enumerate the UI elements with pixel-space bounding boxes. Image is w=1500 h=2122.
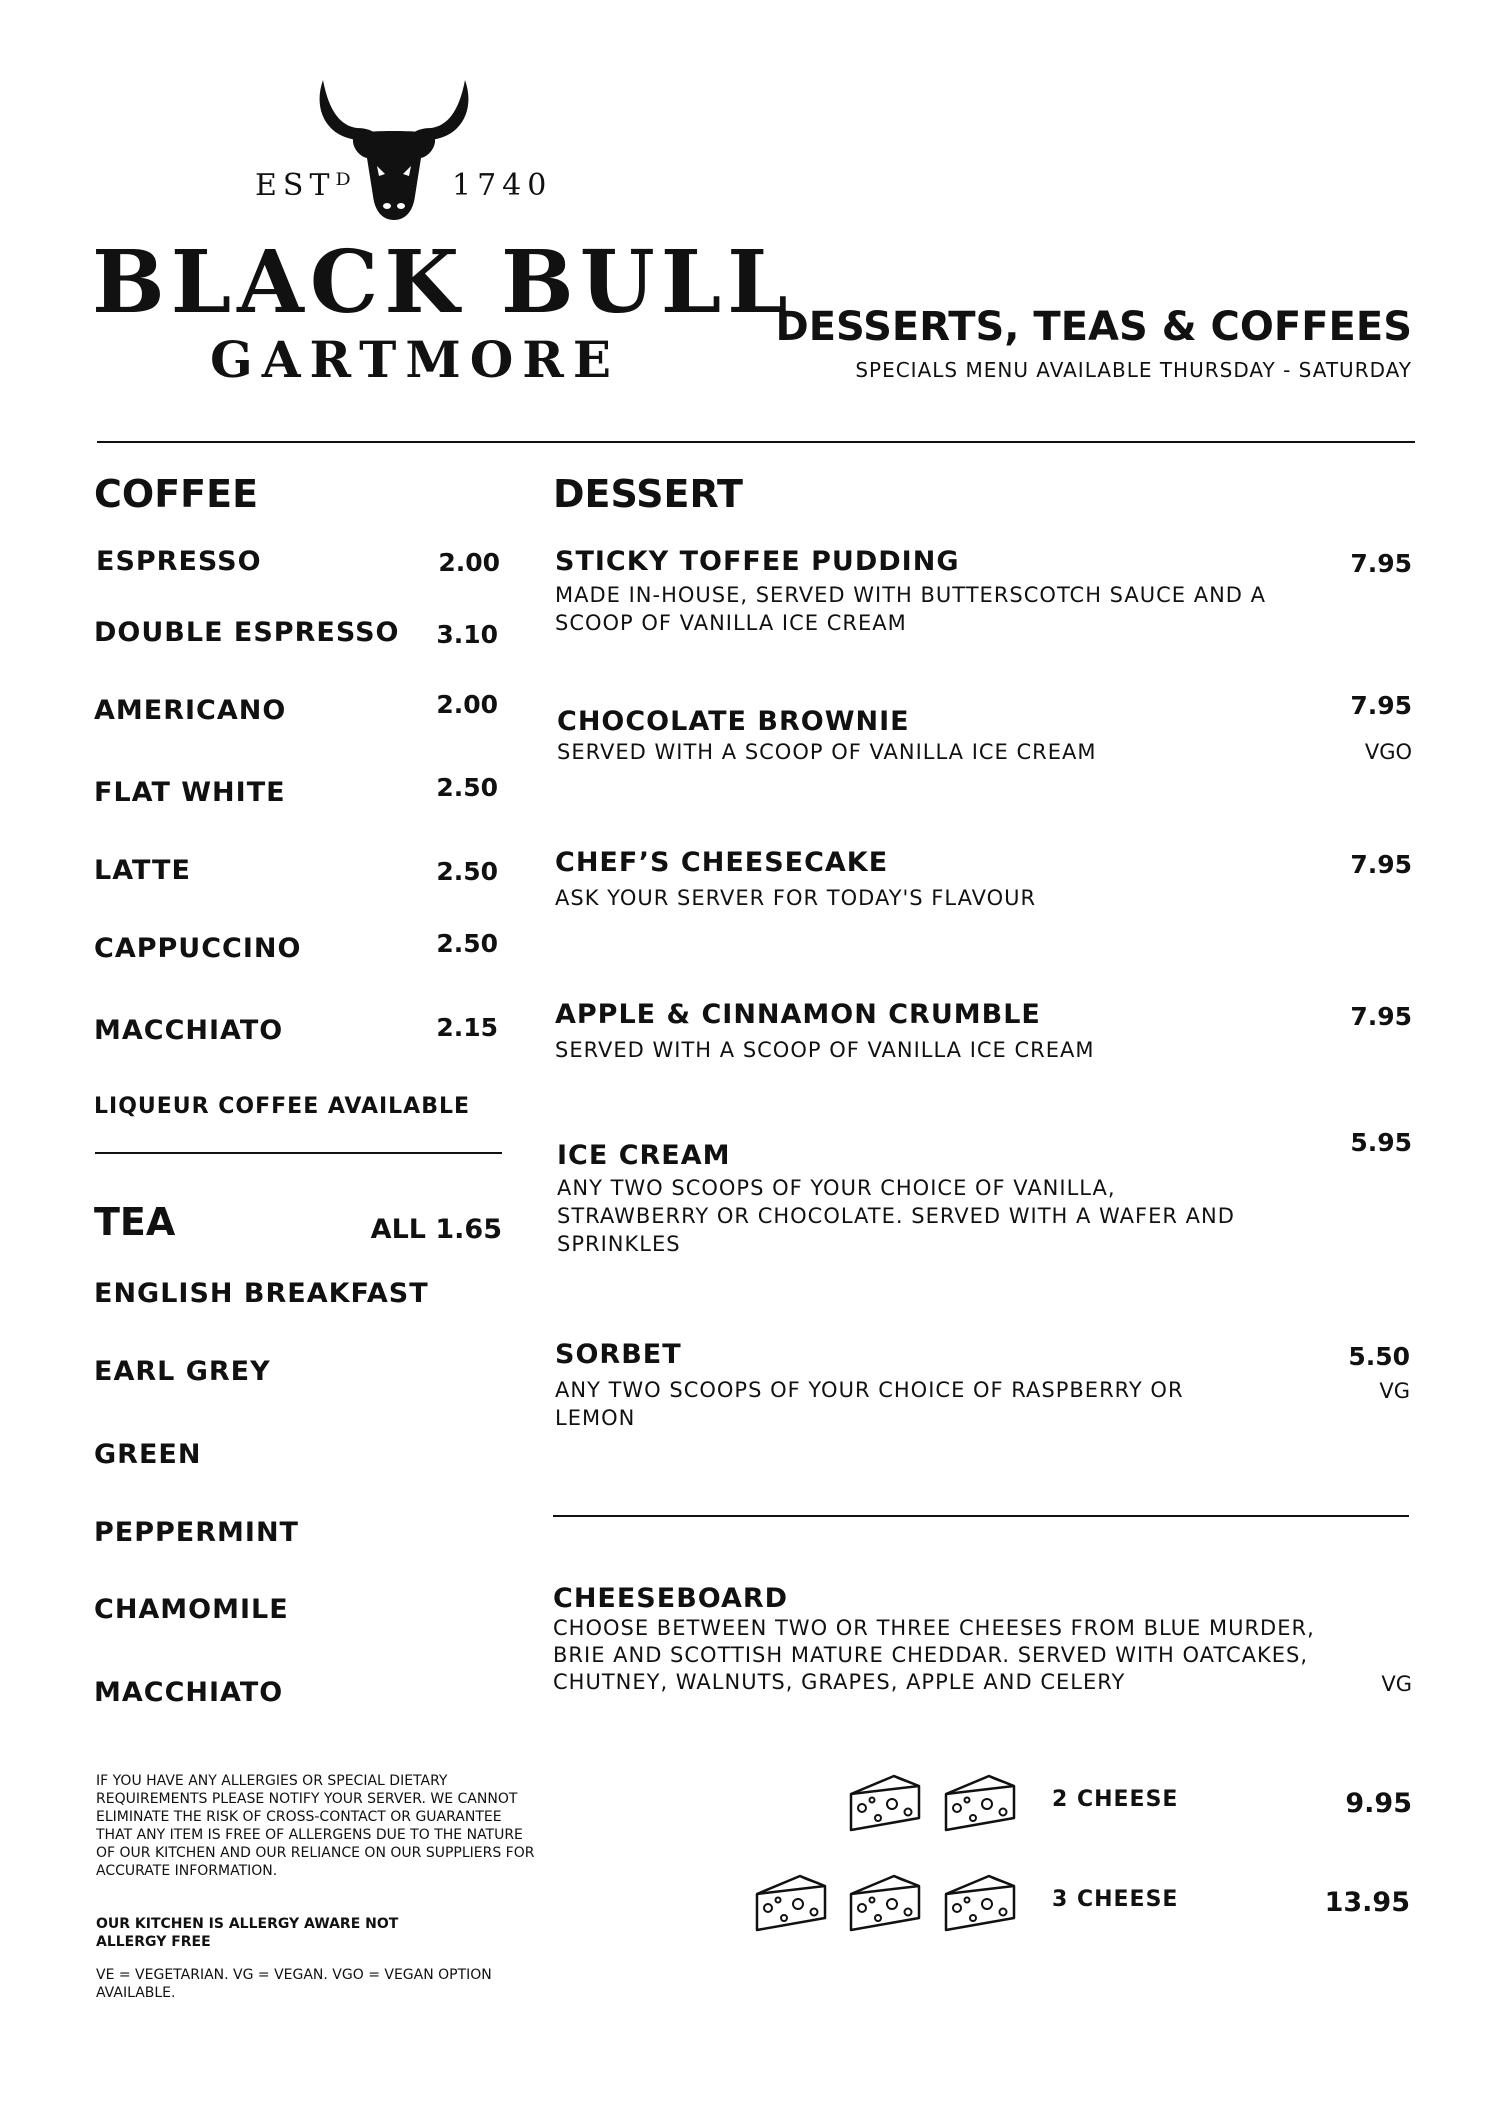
dessert-item-price: 7.95 (1350, 850, 1412, 879)
coffee-item-price: 2.50 (436, 773, 498, 802)
dessert-item-name: CHEF’S CHEESECAKE (555, 847, 889, 878)
cheese-option-label: 2 CHEESE (1052, 1787, 1179, 1812)
dessert-item-name: APPLE & CINNAMON CRUMBLE (555, 999, 1041, 1030)
header-divider (97, 441, 1415, 443)
dessert-item-description: ASK YOUR SERVER FOR TODAY'S FLAVOUR (555, 886, 1037, 910)
cheese-wedge-icon (754, 1872, 828, 1934)
cheeseboard-description: CHOOSE BETWEEN TWO OR THREE CHEESES FROM BLUE MURDER, BRIE AND SCOTTISH MATURE CHEDDAR. SERVED WITH OATCAKES, CHUTNEY, WALNUTS, GRAPES, APPLE AND CELERY (553, 1616, 1315, 1694)
dessert-item-description: ANY TWO SCOOPS OF YOUR CHOICE OF RASPBERRY OR LEMON (555, 1378, 1184, 1430)
coffee-item-price: 2.50 (436, 857, 498, 886)
established-year: 1740 (452, 168, 553, 203)
coffee-item-price: 3.10 (436, 620, 498, 649)
dessert-item-description: SERVED WITH A SCOOP OF VANILLA ICE CREAM (555, 1038, 1095, 1062)
tea-price: ALL 1.65 (370, 1214, 502, 1245)
coffee-item-name: FLAT WHITE (94, 777, 286, 808)
dietary-tag: VG (1379, 1379, 1410, 1403)
cheese-option-price: 13.95 (1324, 1887, 1410, 1918)
dessert-item-price: 5.95 (1350, 1128, 1412, 1157)
coffee-item-name: LATTE (94, 855, 191, 886)
liqueur-coffee-note: LIQUEUR COFFEE AVAILABLE (94, 1094, 471, 1119)
cheese-wedge-icon (943, 1772, 1017, 1834)
allergy-aware-notice: OUR KITCHEN IS ALLERGY AWARE NOT ALLERGY FREE (96, 1916, 399, 1950)
coffee-item-price: 2.00 (438, 548, 500, 577)
dessert-item-description: SERVED WITH A SCOOP OF VANILLA ICE CREAM (557, 740, 1097, 764)
tea-section-title: TEA (94, 1200, 176, 1244)
tea-item-name: GREEN (94, 1439, 202, 1470)
cheese-option-label: 3 CHEESE (1052, 1887, 1179, 1912)
dietary-tag: VG (1381, 1672, 1412, 1696)
tea-item-name: CHAMOMILE (94, 1594, 289, 1625)
dessert-item-name: CHOCOLATE BROWNIE (557, 706, 910, 737)
coffee-item-name: MACCHIATO (94, 1015, 284, 1046)
coffee-item-name: DOUBLE ESPRESSO (94, 617, 400, 648)
dessert-item-name: STICKY TOFFEE PUDDING (555, 546, 960, 577)
dessert-item-price: 7.95 (1350, 1002, 1412, 1031)
brand-name: BLACK BULL (92, 232, 794, 333)
cheese-wedge-icon (848, 1872, 922, 1934)
dessert-item-name: ICE CREAM (557, 1140, 731, 1171)
menu-title: DESSERTS, TEAS & COFFEES (775, 304, 1412, 350)
tea-item-name: MACCHIATO (94, 1677, 284, 1708)
cheese-option-price: 9.95 (1345, 1788, 1412, 1819)
coffee-item-price: 2.00 (436, 690, 498, 719)
tea-item-name: ENGLISH BREAKFAST (94, 1278, 429, 1309)
coffee-tea-divider (95, 1152, 502, 1154)
dietary-tag: VGO (1364, 740, 1412, 764)
tea-item-name: EARL GREY (94, 1356, 271, 1387)
coffee-item-price: 2.15 (436, 1013, 498, 1042)
allergy-notice: IF YOU HAVE ANY ALLERGIES OR SPECIAL DIETARY REQUIREMENTS PLEASE NOTIFY YOUR SERVER. WE CANNOT ELIMINATE THE RISK OF CROSS-CONTACT OR GUARANTEE THAT ANY ITEM IS FREE OF ALLERGENS DUE TO THE NATURE OF OUR KITCHEN AND OUR RELIANCE ON OUR SUPPLIERS FOR ACCURATE INFORMATION. (96, 1773, 535, 1879)
established-label: ESTᴰ (255, 168, 357, 203)
tea-item-name: PEPPERMINT (94, 1517, 299, 1548)
dessert-item-description: MADE IN-HOUSE, SERVED WITH BUTTERSCOTCH SAUCE AND A SCOOP OF VANILLA ICE CREAM (555, 583, 1267, 635)
dessert-cheese-divider (553, 1515, 1409, 1517)
dessert-item-description: ANY TWO SCOOPS OF YOUR CHOICE OF VANILLA, STRAWBERRY OR CHOCOLATE. SERVED WITH A WAFER AND SPRINKLES (557, 1176, 1235, 1256)
brand-location: GARTMORE (210, 330, 620, 389)
coffee-item-name: ESPRESSO (96, 546, 262, 577)
dessert-item-price: 7.95 (1350, 549, 1412, 578)
dessert-item-price: 5.50 (1348, 1342, 1410, 1371)
menu-subtitle: SPECIALS MENU AVAILABLE THURSDAY - SATURDAY (855, 358, 1412, 382)
coffee-item-name: AMERICANO (94, 695, 287, 726)
dessert-item-price: 7.95 (1350, 691, 1412, 720)
cheeseboard-title: CHEESEBOARD (553, 1583, 789, 1614)
cheese-wedge-icon (943, 1872, 1017, 1934)
coffee-section-title: COFFEE (94, 472, 259, 516)
dessert-section-title: DESSERT (553, 472, 743, 516)
dietary-key: VE = VEGETARIAN. VG = VEGAN. VGO = VEGAN OPTION AVAILABLE. (96, 1967, 492, 2001)
cheese-wedge-icon (848, 1772, 922, 1834)
coffee-item-price: 2.50 (436, 929, 498, 958)
coffee-item-name: CAPPUCCINO (94, 933, 302, 964)
dessert-item-name: SORBET (555, 1339, 682, 1370)
